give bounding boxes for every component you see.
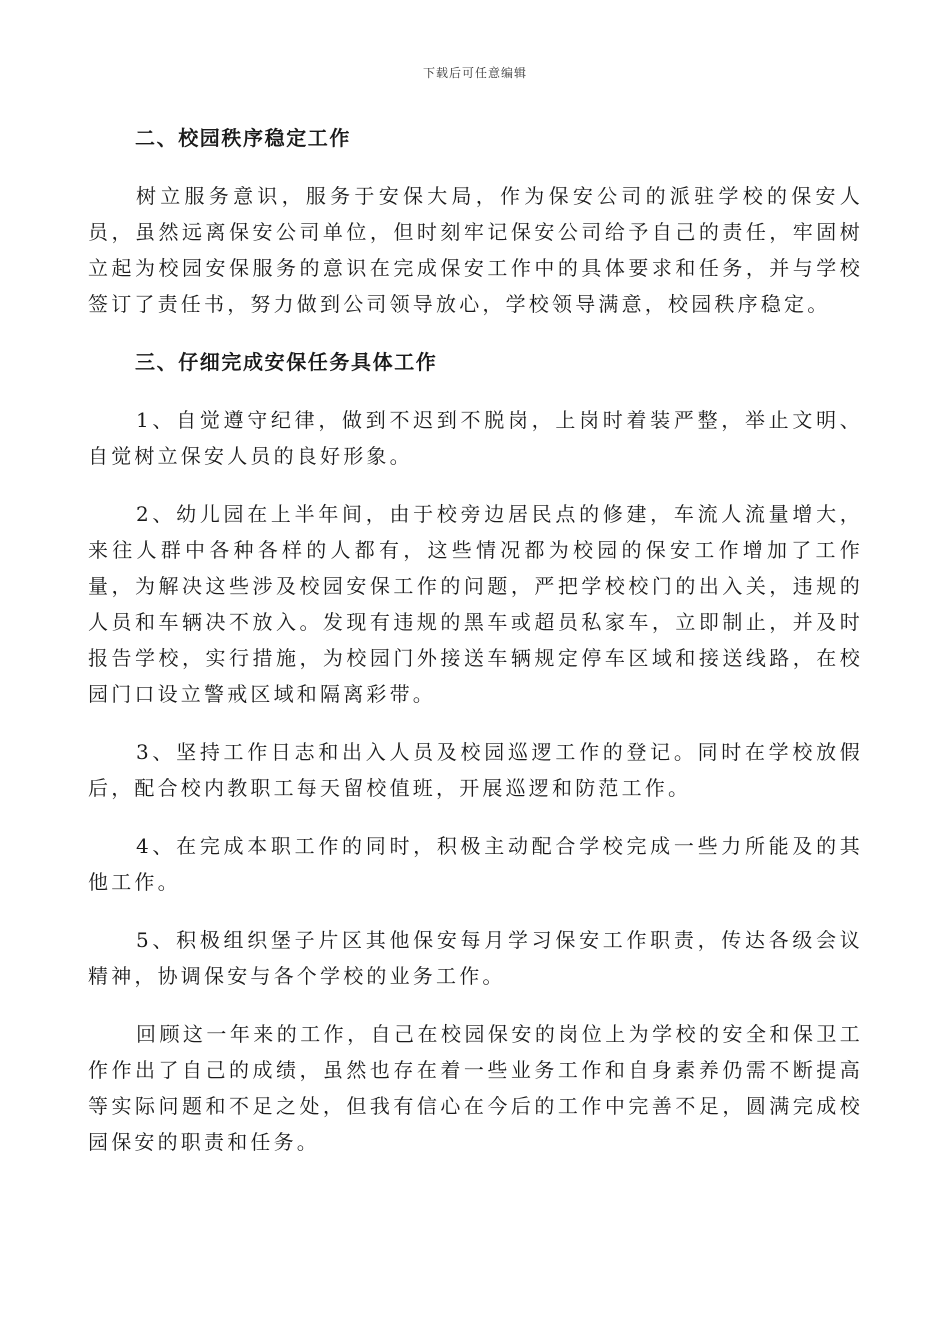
paragraph-service-awareness: 树立服务意识，服务于安保大局，作为保安公司的派驻学校的保安人员，虽然远离保安公司单位，但时刻牢记保安公司给予自己的责任，牢固树立起为校园安保服务的意识在完成保安工作中的具体要求和任务，并与学校签订了责任书，努力做到公司领导放心，学校领导满意，校园秩序稳定。 bbox=[88, 184, 863, 316]
section-heading-security-tasks: 三、仔细完成安保任务具体工作 bbox=[135, 350, 438, 374]
paragraph-conclusion: 回顾这一年来的工作，自己在校园保安的岗位上为学校的安全和保卫工作作出了自己的成绩，虽然也存在着一些业务工作和自身素养仍需不断提高等实际问题和不足之处，但我有信心在今后的工作中完善不足，圆满完成校园保安的职责和任务。 bbox=[88, 1022, 863, 1154]
list-item-logbook: 3、坚持工作日志和出入人员及校园巡逻工作的登记。同时在学校放假后，配合校内教职工每天留校值班，开展巡逻和防范工作。 bbox=[88, 740, 863, 800]
list-item-cooperation: 4、在完成本职工作的同时，积极主动配合学校完成一些力所能及的其他工作。 bbox=[88, 834, 863, 894]
list-item-kindergarten-traffic: 2、幼儿园在上半年间，由于校旁边居民点的修建，车流人流量增大，来往人群中各种各样的人都有，这些情况都为校园的保安工作增加了工作量，为解决这些涉及校园安保工作的问题，严把学校校门的出入关，违规的人员和车辆决不放入。发现有违规的黑车或超员私家车，立即制止，并及时报告学校，实行措施，为校园门外接送车辆规定停车区域和接送线路，在校园门口设立警戒区域和隔离彩带。 bbox=[88, 502, 863, 706]
document-body bbox=[88, 120, 863, 1160]
section-heading-campus-order: 二、校园秩序稳定工作 bbox=[135, 126, 351, 150]
list-item-discipline: 1、自觉遵守纪律，做到不迟到不脱岗，上岗时着装严整，举止文明、自觉树立保安人员的良好形象。 bbox=[88, 408, 863, 468]
list-item-training: 5、积极组织堡子片区其他保安每月学习保安工作职责，传达各级会议精神，协调保安与各个学校的业务工作。 bbox=[88, 928, 863, 988]
header-note: 下载后可任意编辑 bbox=[422, 66, 527, 80]
